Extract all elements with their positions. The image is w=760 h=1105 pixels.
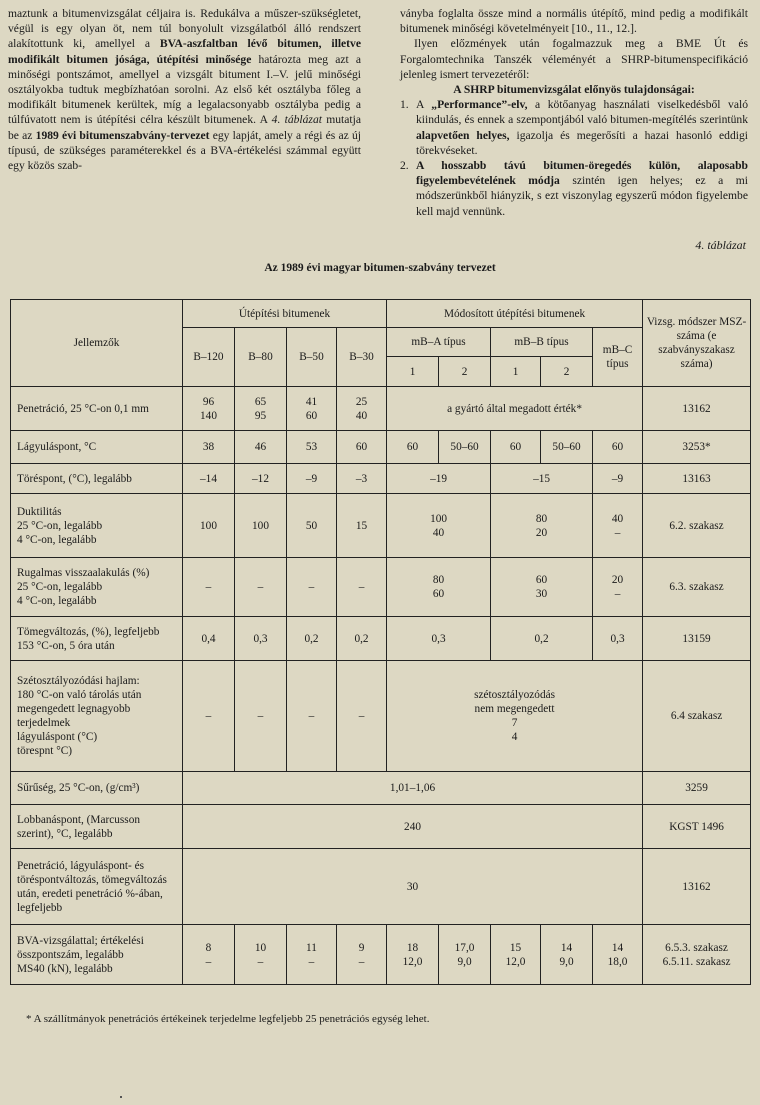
table-row: Duktilitás 25 °C-on, legalább 4 °C-on, legalább 100 100 50 15 100 40 80 20 40 – 6.2. szakasz — [11, 494, 751, 558]
header-mba-2: 2 — [439, 357, 491, 387]
table-row: Szétosztályozódási hajlam: 180 °C-on való tárolás után megengedett legnagyobb terjedelmek lágyuláspont (°C) törespnt °C) – – – – szétosztályozódás nem megengedett 7 4 6.4 szakasz — [11, 661, 751, 772]
footnote: * A szállítmányok penetrációs értékeinek terjedelme legfeljebb 25 penetrációs egység lehet. — [26, 1013, 430, 1025]
header-jellemzok: Jellemzők — [11, 300, 183, 387]
table-row: Rugalmas visszaalakulás (%) 25 °C-on, legalább 4 °C-on, legalább – – – – 80 60 60 30 20 – 6.3. szakasz — [11, 558, 751, 617]
header-b80: B–80 — [235, 328, 287, 387]
header-mba-1: 1 — [387, 357, 439, 387]
table-row: Töréspont, (°C), legalább –14 –12 –9 –3 –19 –15 –9 13163 — [11, 464, 751, 494]
header-mbc: mB–C típus — [593, 328, 643, 387]
scan-speck — [120, 1096, 122, 1098]
right-paragraph-1: ványba foglalta össze mind a normális útépítő, mind pedig a modifikált bitumenek minőségi követelményeit [10., 11., 12.]. — [400, 7, 748, 36]
bitumen-standard-table — [10, 299, 751, 985]
left-text-column — [8, 6, 361, 173]
table-label: 4. táblázat — [695, 238, 746, 252]
table-row: Lobbanáspont, (Marcusson szerint), °C, legalább 240 KGST 1496 — [11, 805, 751, 849]
header-b30: B–30 — [337, 328, 387, 387]
table-row: Lágyuláspont, °C 38 46 53 60 60 50–60 60 50–60 60 3253* — [11, 431, 751, 464]
header-mba: mB–A típus — [387, 328, 491, 357]
header-utepitesi: Útépítési bitumenek — [183, 300, 387, 328]
header-mbb: mB–B típus — [491, 328, 593, 357]
header-mbb-2: 2 — [541, 357, 593, 387]
table-title: Az 1989 évi magyar bitumen-szabvány tervezet — [264, 262, 496, 274]
header-modositott: Módosított útépítési bitumenek — [387, 300, 643, 328]
left-paragraph: maztunk a bitumenvizsgálat céljaira is. Redukálva a műszer-szükségletet, végül is egy olyan öt, nem túl bonyolult vizsgálatból álló rendszert alakítottunk ki, amellyel a BVA-aszfaltban lévő bitumen, illetve modifikált bitumen jósága, útépítési minősége határozta meg azt a minőségi pontszámot, amellyel a vizsgált bitument I.–V. jelű minőségi osztályokba tudtuk megbízhatóan sorolni. Az első két osztályba főleg a modifikált bitumenek kerültek, míg a legalacsonyabb osztályba pedig a túlfúvatott nem is útépítési célra készült bitumenek. A 4. táblázat mutatja be az 1989 évi bitumenszabvány-tervezet egy lapját, amely a régi és az új típusú, de szükséges paraméterekkel és a BVA-értékelési számmal együtt egy közös szab- — [8, 7, 361, 173]
table-row: Sűrűség, 25 °C-on, (g/cm³) 1,01–1,06 3259 — [11, 772, 751, 805]
list-heading: A SHRP bitumenvizsgálat előnyös tulajdonságai: — [453, 83, 695, 97]
header-vizsg: Vizsg. módszer MSZ-száma (e szabványszakasz száma) — [643, 300, 751, 387]
right-text-column — [400, 6, 748, 219]
header-mbb-1: 1 — [491, 357, 541, 387]
table-row: Penetráció, 25 °C-on 0,1 mm 96 140 65 95 41 60 25 40 a gyártó által megadott érték* 13162 — [11, 387, 751, 431]
table-row: Tömegváltozás, (%), legfeljebb 153 °C-on, 5 óra után 0,4 0,3 0,2 0,2 0,3 0,2 0,3 13159 — [11, 617, 751, 661]
header-b50: B–50 — [287, 328, 337, 387]
advantages-list — [400, 97, 748, 219]
table-row: BVA-vizsgálattal; értékelési összpontszám, legalább MS40 (kN), legalább 8 – 10 – 11 – 9 – 18 12,0 17,0 9,0 15 12,0 14 9,0 14 18,0 6.5.3. szakasz 6.5.11. szakasz — [11, 925, 751, 985]
right-paragraph-2: Ilyen előzmények után fogalmazzuk meg a BME Út és Forgalomtechnika Tanszék véleményét a SHRP-bitumenspecifikáció jelenleg ismert tervezetéről: — [400, 37, 748, 81]
list-item: 2. A hosszabb távú bitumen-öregedés külön, alaposabb figyelembevételének módja szintén igen helyes; ez a mi módszerünkből hiányzik, s ezt viszonylag egyszerű módon figyelembe kell majd vennünk. — [400, 159, 748, 218]
table-row: Penetráció, lágyuláspont- és töréspontváltozás, tömegváltozás után, eredeti penetráció %-ában, legfeljebb 30 13162 — [11, 849, 751, 925]
list-item: 1. A „Performance”-elv, a kötőanyag használati viselkedésből való kiindulás, és ennek a szempontjából való bitumen-megítélés szerintünk alapvetően helyes, igazolja és megerősíti a hazai hasonló eddigi törekvéseket. — [400, 98, 748, 157]
header-b120: B–120 — [183, 328, 235, 387]
